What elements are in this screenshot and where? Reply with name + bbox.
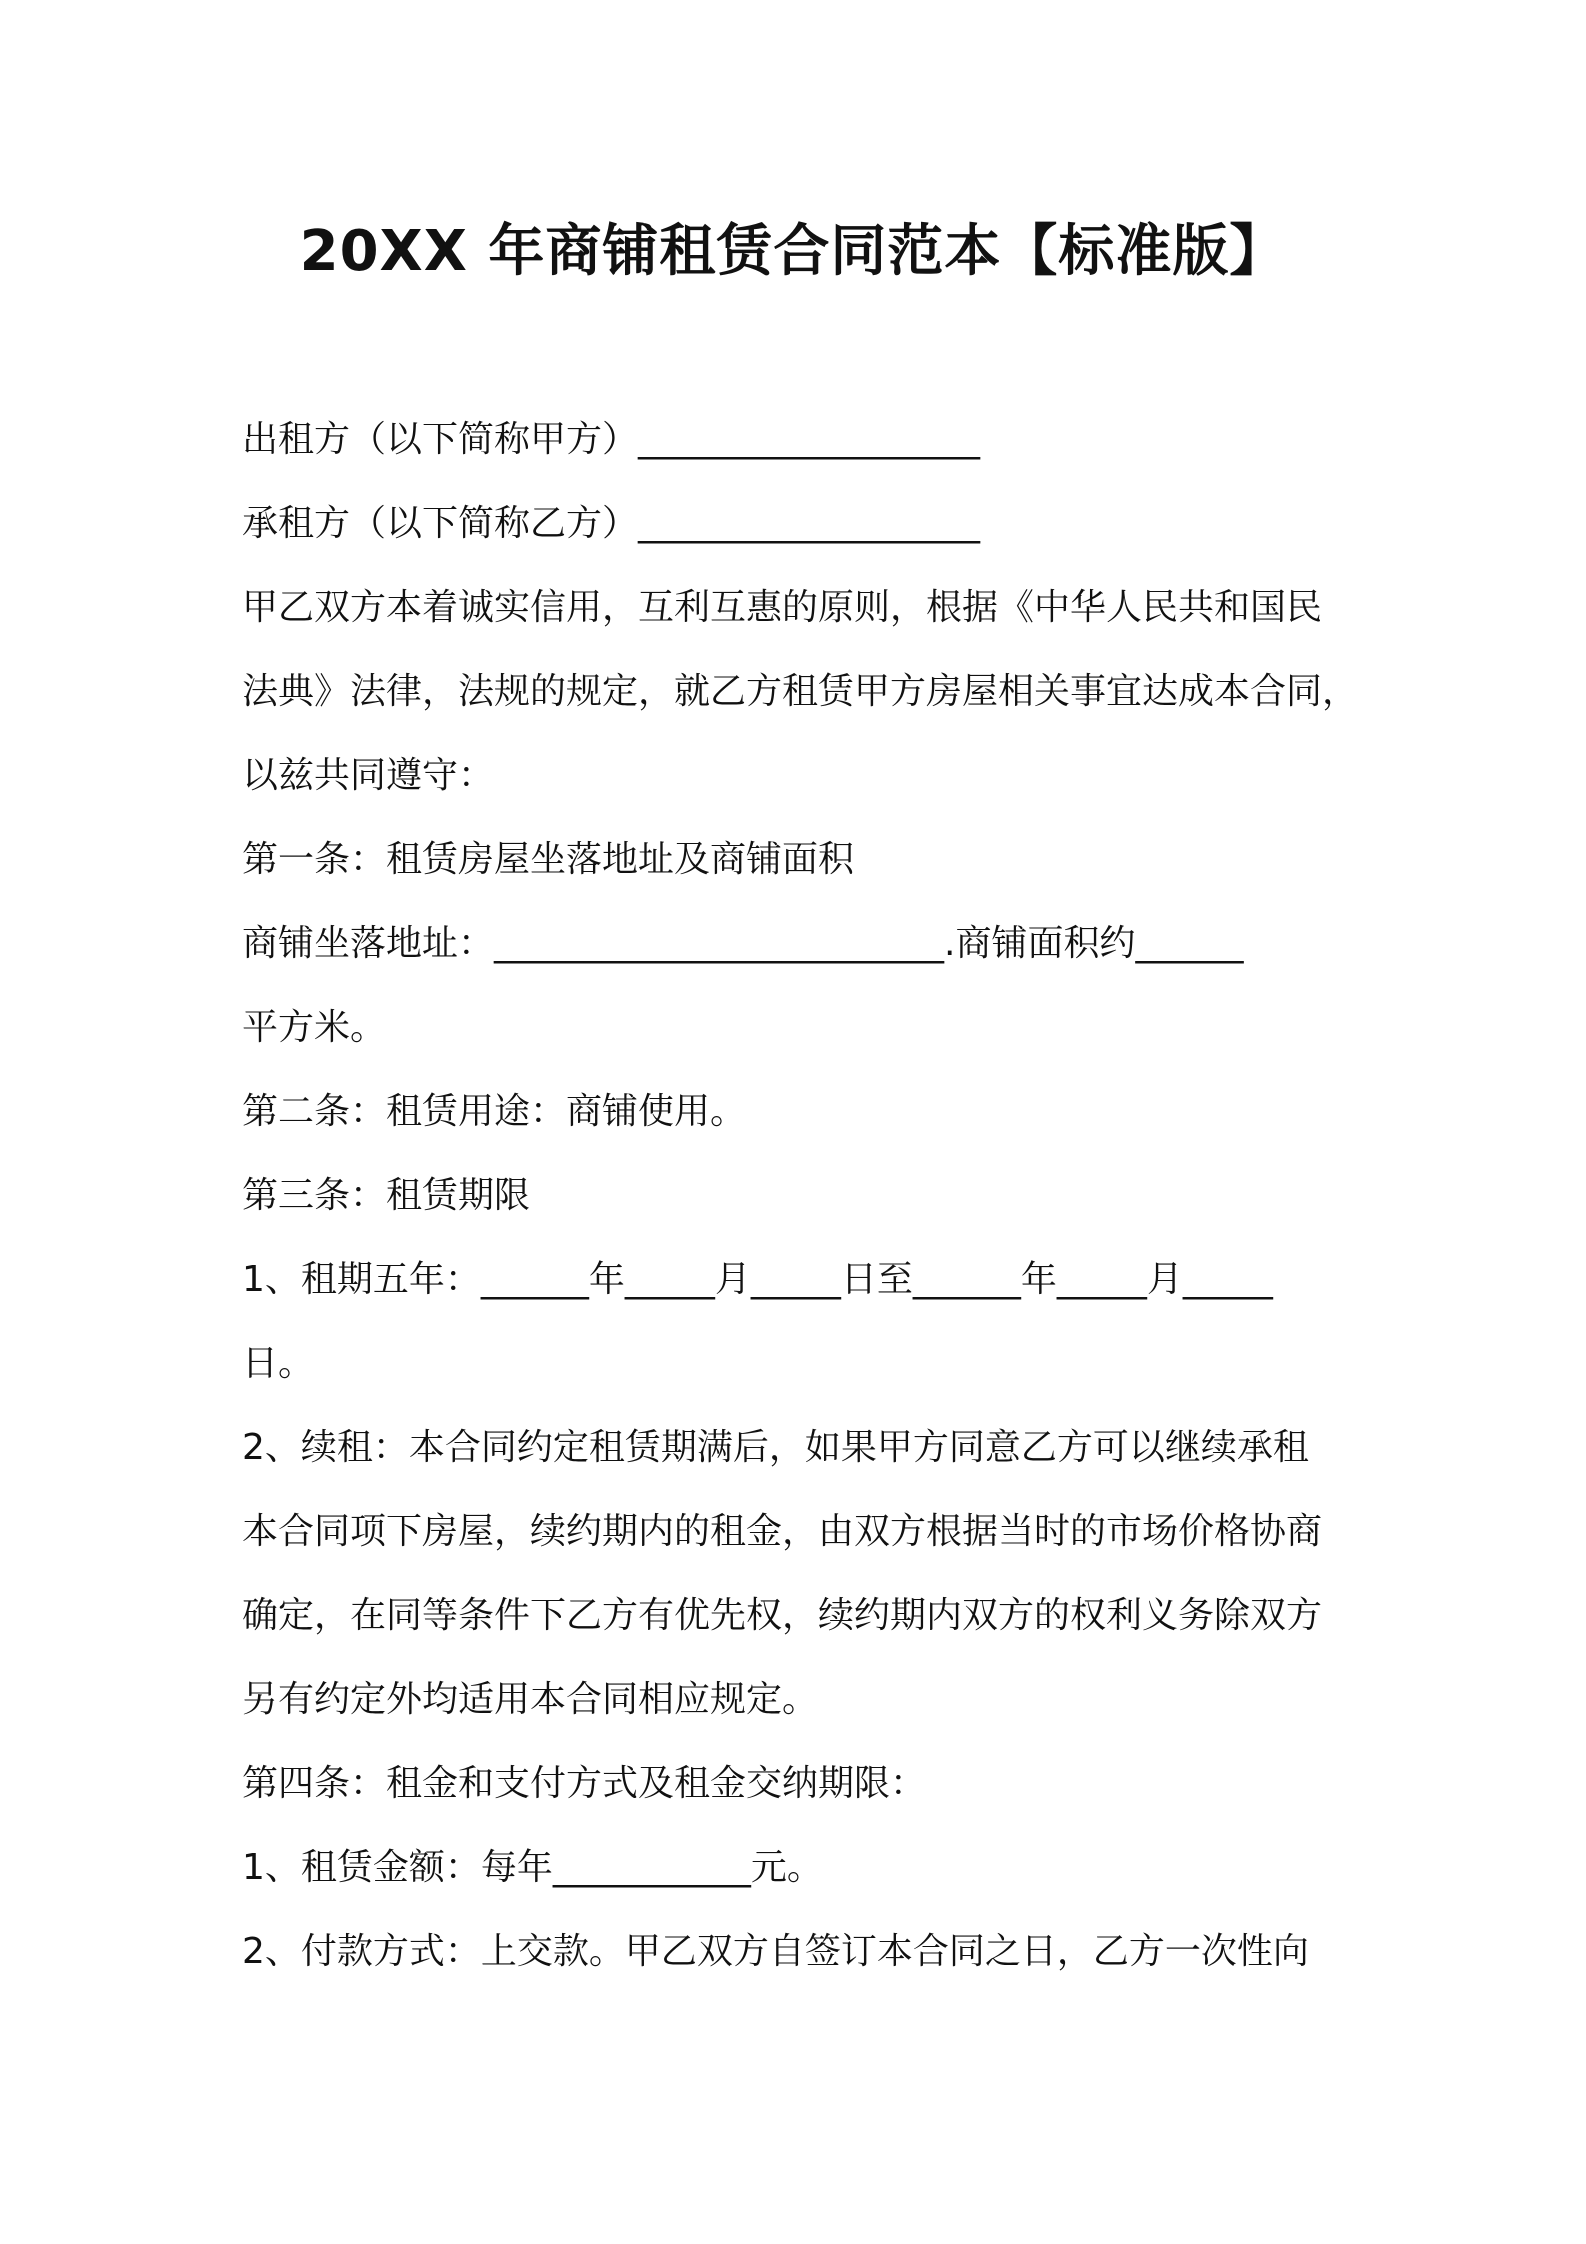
article-3-heading: 第三条：租赁期限 (242, 1175, 531, 1216)
preamble-line-2: 法典》法律，法规的规定，就乙方租赁甲方房屋相关事宜达成本合同， (242, 671, 1359, 712)
rent-amount-line: 1、租赁金额：每年___________元。 (242, 1847, 823, 1888)
renewal-line-1: 2、续租：本合同约定租赁期满后，如果甲方同意乙方可以继续承租 (242, 1427, 1309, 1468)
document-body (242, 398, 1362, 1994)
payment-method-line: 2、付款方式：上交款。甲乙双方自签订本合同之日，乙方一次性向 (242, 1931, 1309, 1972)
document-title: 20XX 年商铺租赁合同范本【标准版】 (299, 219, 1287, 284)
lease-term-line-1: 1、租期五年：______年_____月_____日至______年_____月_____ (242, 1259, 1273, 1300)
tenant-line: 承租方（以下简称乙方）___________________ (242, 503, 981, 544)
lease-term-line-2: 日。 (242, 1343, 315, 1384)
shop-area-unit-line: 平方米。 (242, 1007, 387, 1048)
article-1-heading: 第一条：租赁房屋坐落地址及商铺面积 (242, 839, 855, 880)
landlord-line: 出租方（以下简称甲方）___________________ (242, 419, 981, 460)
renewal-line-3: 确定，在同等条件下乙方有优先权，续约期内双方的权利义务除双方 (242, 1595, 1323, 1636)
article-4-heading: 第四条：租金和支付方式及租金交纳期限： (242, 1763, 927, 1804)
shop-address-line: 商铺坐落地址：_________________________.商铺面积约______ (242, 923, 1244, 964)
renewal-line-4: 另有约定外均适用本合同相应规定。 (242, 1679, 819, 1720)
article-2-heading: 第二条：租赁用途：商铺使用。 (242, 1091, 747, 1132)
preamble-line-3: 以兹共同遵守： (242, 755, 495, 796)
preamble-line-1: 甲乙双方本着诚实信用，互利互惠的原则，根据《中华人民共和国民 (242, 587, 1323, 628)
renewal-line-2: 本合同项下房屋，续约期内的租金，由双方根据当时的市场价格协商 (242, 1511, 1323, 1552)
